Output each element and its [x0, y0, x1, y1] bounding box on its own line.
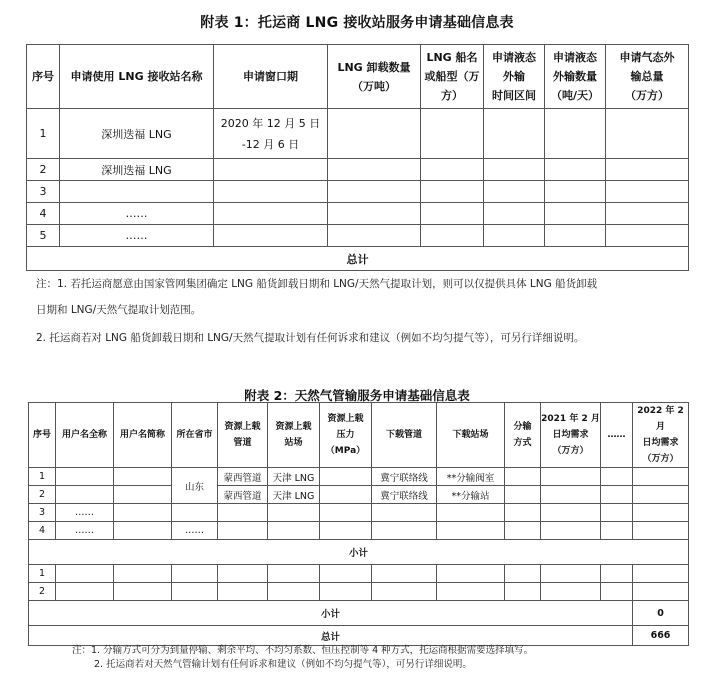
table-row: 1 深圳迭福 LNG 2020 年 12 月 5 日 -12 月 6 日 [27, 109, 689, 159]
table1-title: 附表 1：托运商 LNG 接收站服务申请基础信息表 [200, 15, 514, 31]
table-row: 3 …… [29, 504, 689, 522]
table-row: 4 …… [27, 203, 689, 225]
header-window: 申请窗口期 [214, 45, 328, 109]
header-station: 申请使用 LNG 接收站名称 [60, 45, 214, 109]
province-cell: 山东 [172, 468, 218, 504]
header-no: 序号 [27, 45, 60, 109]
subtotal-row: 小计 [29, 540, 689, 565]
table-row: 1 [29, 565, 689, 583]
table2-header-row: 序号 用户名全称 用户名简称 所在省市 资源上载 管道 资源上载 站场 资源上载 压力 （MPa） 下载管道 下载站场 分输 方式 2021 年 2 月 日均需求 （万方） …… 2022 年 2 月 日均需求 （万方） [29, 403, 689, 468]
lng-station-table [26, 44, 689, 271]
table-row: 1 山东 蒙西管道 天津 LNG 冀宁联络线 **分输阀室 [29, 468, 689, 486]
table-row: 2 蒙西管道 天津 LNG 冀宁联络线 **分输站 [29, 486, 689, 504]
subtotal-value: 0 [633, 601, 689, 626]
table-row: 3 [27, 181, 689, 203]
table-row: 4 …… …… [29, 522, 689, 540]
header-liquid-window: 申请液态 外输 时间区间 [484, 45, 545, 109]
note-line: 2. 托运商若对 LNG 船货卸载日期和 LNG/天然气提取计划有任何诉求和建议（例如不均匀提气等），可另行详细说明。 [36, 332, 585, 344]
note-line: 注：1. 若托运商愿意由国家管网集团确定 LNG 船货卸载日期和 LNG/天然气提取计划，则可以仅提供具体 LNG 船货卸载 [36, 278, 598, 290]
pipeline-service-table [28, 402, 689, 646]
note-line: 2. 托运商若对天然气管输计划有任何诉求和建议（例如不均匀提气等），可另行详细说明。 [94, 659, 472, 670]
subtotal-row: 小计 0 [29, 601, 689, 626]
header-liquid-qty: 申请液态 外输数量 （吨/天） [545, 45, 606, 109]
window-cell: 2020 年 12 月 5 日 -12 月 6 日 [214, 109, 328, 159]
table1-header-row [27, 45, 689, 109]
total-row: 总计 666 [29, 626, 689, 646]
table-row: 5 …… [27, 225, 689, 247]
total-value: 666 [633, 626, 689, 646]
note-line: 日期和 LNG/天然气提取计划范围。 [36, 304, 202, 316]
total-row: 总计 [27, 247, 689, 271]
note-line: 注：1. 分输方式可分为到量停输、剩余平均、不均匀系数、恒压控制等 4 种方式，托运商根据需要选择填写。 [72, 645, 534, 656]
table-row: 2 深圳迭福 LNG [27, 159, 689, 181]
header-gas-total: 申请气态外 输总量 （万方） [606, 45, 689, 109]
table-row: 2 [29, 583, 689, 601]
header-unload: LNG 卸载数量 （万吨） [328, 45, 421, 109]
header-ship: LNG 船名 或船型（万 方） [421, 45, 484, 109]
table2-title: 附表 2：天然气管输服务申请基础信息表 [244, 388, 470, 403]
